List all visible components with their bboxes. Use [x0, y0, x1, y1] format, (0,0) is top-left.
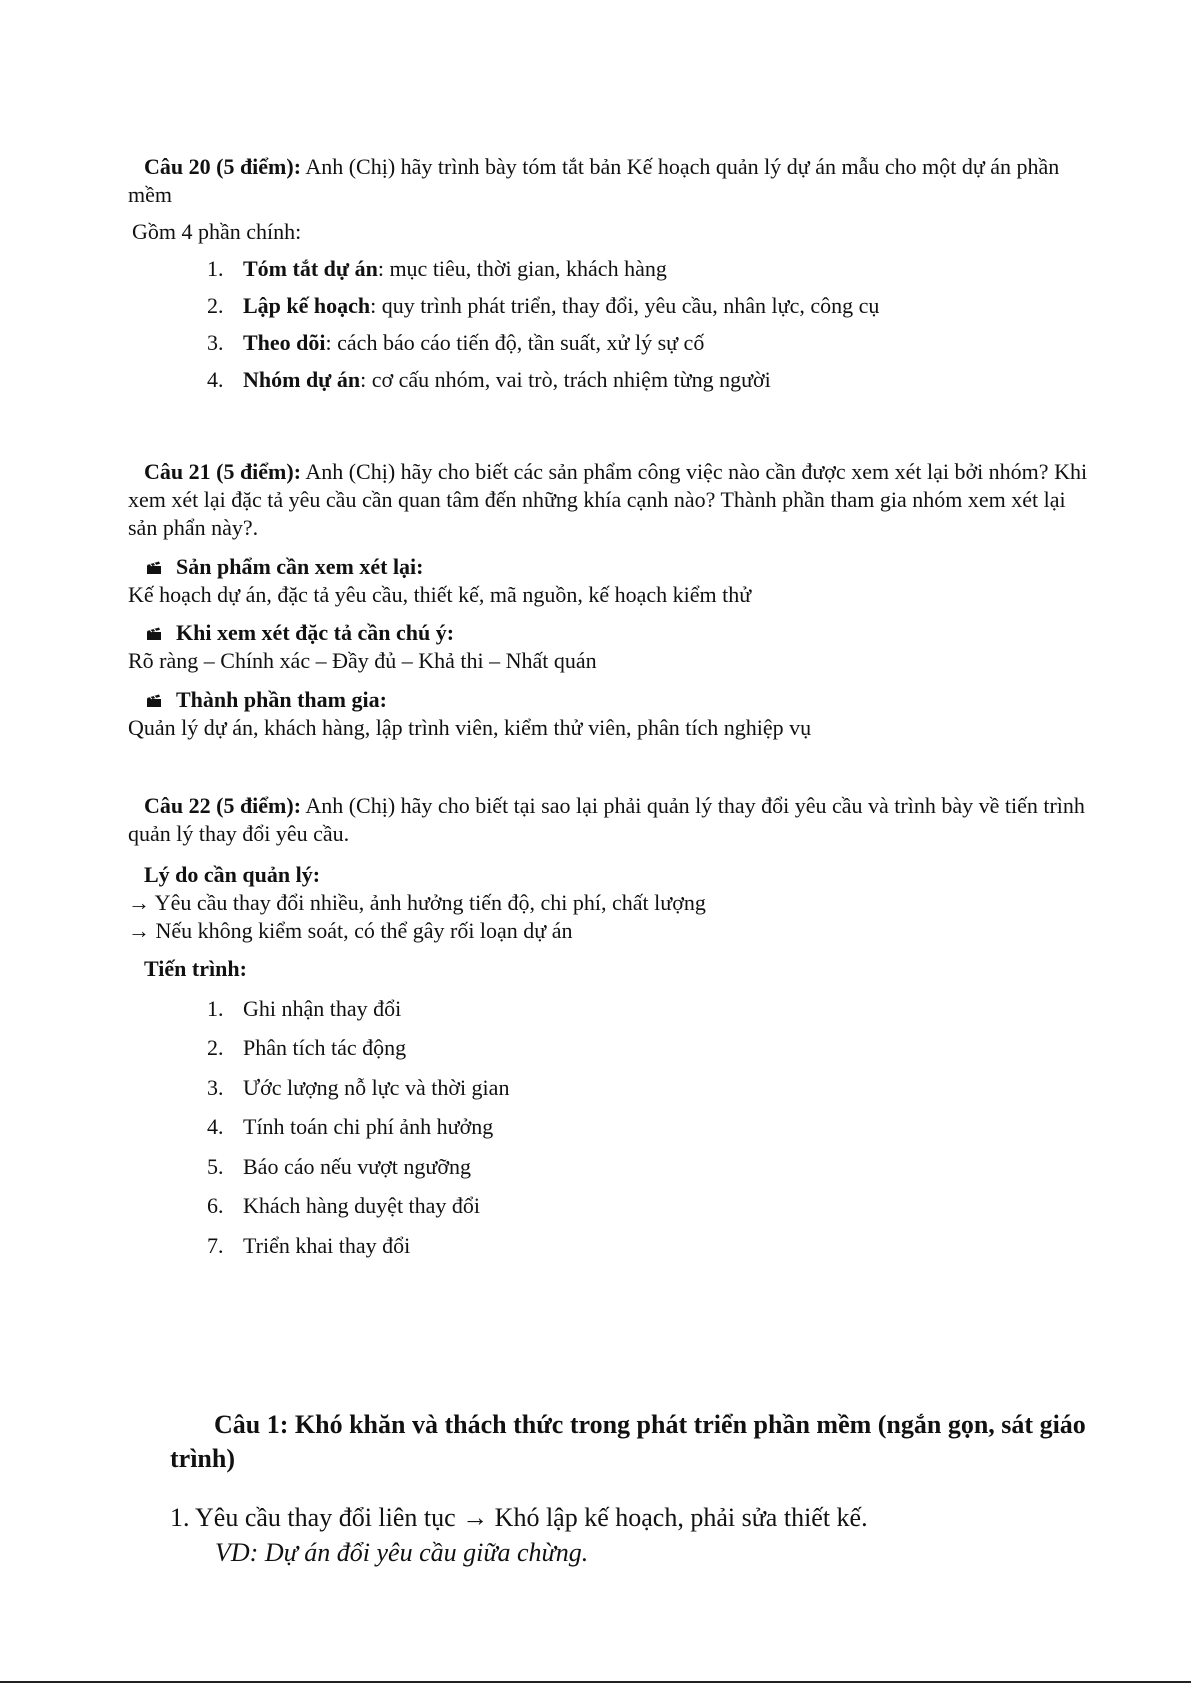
q22-process-title: Tiến trình:: [144, 956, 247, 981]
q22-paragraph: [128, 792, 1088, 848]
q22-question: Anh (Chị) hãy cho biết tại sao lại phải quản lý thay đổi yêu cầu và trình bày về tiến trình quản lý thay đổi yêu cầu.: [128, 793, 1085, 846]
q21-bullet-heading: [146, 553, 424, 581]
q20-heading: Câu 20 (5 điểm):: [144, 154, 302, 179]
q21-bullet-text: Kế hoạch dự án, đặc tả yêu cầu, thiết kế, mã nguồn, kế hoạch kiểm thử: [128, 582, 752, 607]
bullet-title: Thành phần tham gia:: [176, 687, 387, 712]
q22-reason: → Nếu không kiểm soát, có thể gây rối loạn dự án: [128, 918, 573, 943]
clapperboard-icon: [146, 561, 162, 575]
list-item-text: : cách báo cáo tiến độ, tần suất, xử lý sự cố: [325, 330, 705, 355]
list-item-text: Tính toán chi phí ảnh hưởng: [243, 1114, 494, 1139]
list-number: 3.: [207, 1075, 224, 1100]
c1-title: Câu 1: Khó khăn và thách thức trong phát triển phần mềm (ngắn gọn, sát giáo trình): [170, 1410, 1086, 1473]
q20-list-item: [207, 292, 879, 320]
list-number: 4.: [207, 367, 224, 392]
q21-bullet-heading: [146, 686, 387, 714]
list-item-text: : quy trình phát triển, thay đổi, yêu cầu, nhân lực, công cụ: [370, 293, 880, 318]
q22-step: [207, 995, 401, 1023]
q21-bullet-text: Quản lý dự án, khách hàng, lập trình viên, kiểm thử viên, phân tích nghiệp vụ: [128, 715, 812, 740]
q21-bullet-text: Rõ ràng – Chính xác – Đầy đủ – Khả thi – Nhất quán: [128, 648, 597, 673]
list-number: 1.: [207, 996, 224, 1021]
list-item-text: Triển khai thay đổi: [243, 1233, 411, 1258]
list-item-text: Báo cáo nếu vượt ngưỡng: [243, 1154, 471, 1179]
list-number: 4.: [207, 1114, 224, 1139]
q22-step: [207, 1034, 406, 1062]
q20-paragraph: [128, 153, 1088, 209]
q20-list-item: [207, 366, 771, 394]
list-number: 2.: [207, 1035, 224, 1060]
q22-step: [207, 1192, 480, 1220]
q22-step: [207, 1074, 509, 1102]
list-number: 6.: [207, 1193, 224, 1218]
q22-heading: Câu 22 (5 điểm):: [144, 793, 302, 818]
q22-reason: → Yêu cầu thay đổi nhiều, ảnh hưởng tiến độ, chi phí, chất lượng: [128, 890, 706, 915]
list-item-bold: Tóm tắt dự án: [243, 256, 378, 281]
q21-bullet-heading: [146, 619, 454, 647]
list-number: 1.: [207, 256, 224, 281]
list-item-bold: Lập kế hoạch: [243, 293, 371, 318]
list-number: 3.: [207, 330, 224, 355]
list-item-text: Phân tích tác động: [243, 1035, 407, 1060]
q20-intro: Gồm 4 phần chính:: [132, 219, 302, 244]
list-item-bold: Nhóm dự án: [243, 367, 361, 392]
list-number: 2.: [207, 293, 224, 318]
list-item-text: Ước lượng nỗ lực và thời gian: [243, 1075, 510, 1100]
list-item-text: : cơ cấu nhóm, vai trò, trách nhiệm từng người: [360, 367, 771, 392]
clapperboard-icon: [146, 627, 162, 641]
q22-reason-title: Lý do cần quản lý:: [144, 862, 321, 887]
list-item-text: Ghi nhận thay đổi: [243, 996, 402, 1021]
c1-item: 1. Yêu cầu thay đổi liên tục → Khó lập kế hoạch, phải sửa thiết kế.: [170, 1503, 868, 1532]
list-item-text: : mục tiêu, thời gian, khách hàng: [377, 256, 667, 281]
q22-step: [207, 1113, 493, 1141]
q21-heading: Câu 21 (5 điểm):: [144, 459, 302, 484]
page-bottom-rule: [0, 1681, 1191, 1683]
list-item-text: Khách hàng duyệt thay đổi: [243, 1193, 481, 1218]
q21-question: Anh (Chị) hãy cho biết các sản phẩm công việc nào cần được xem xét lại bởi nhóm? Khi xem xét lại đặc tả yêu cầu cần quan tâm đến những khía cạnh nào? Thành phần tham gia nhóm xem xét lại sản phẩn này?.: [128, 459, 1088, 540]
list-number: 7.: [207, 1233, 224, 1258]
q21-paragraph: [128, 458, 1088, 542]
q20-list-item: [207, 329, 704, 357]
list-number: 5.: [207, 1154, 224, 1179]
c1-example: VD: Dự án đổi yêu cầu giữa chừng.: [215, 1538, 589, 1567]
q20-list-item: [207, 255, 667, 283]
q22-step: [207, 1153, 471, 1181]
list-item-bold: Theo dõi: [243, 330, 326, 355]
q22-step: [207, 1232, 410, 1260]
bullet-title: Sản phẩm cần xem xét lại:: [176, 554, 424, 579]
bullet-title: Khi xem xét đặc tả cần chú ý:: [176, 620, 455, 645]
clapperboard-icon: [146, 694, 162, 708]
q20-question: Anh (Chị) hãy trình bày tóm tắt bản Kế hoạch quản lý dự án mẫu cho một dự án phần mềm: [128, 154, 1060, 207]
